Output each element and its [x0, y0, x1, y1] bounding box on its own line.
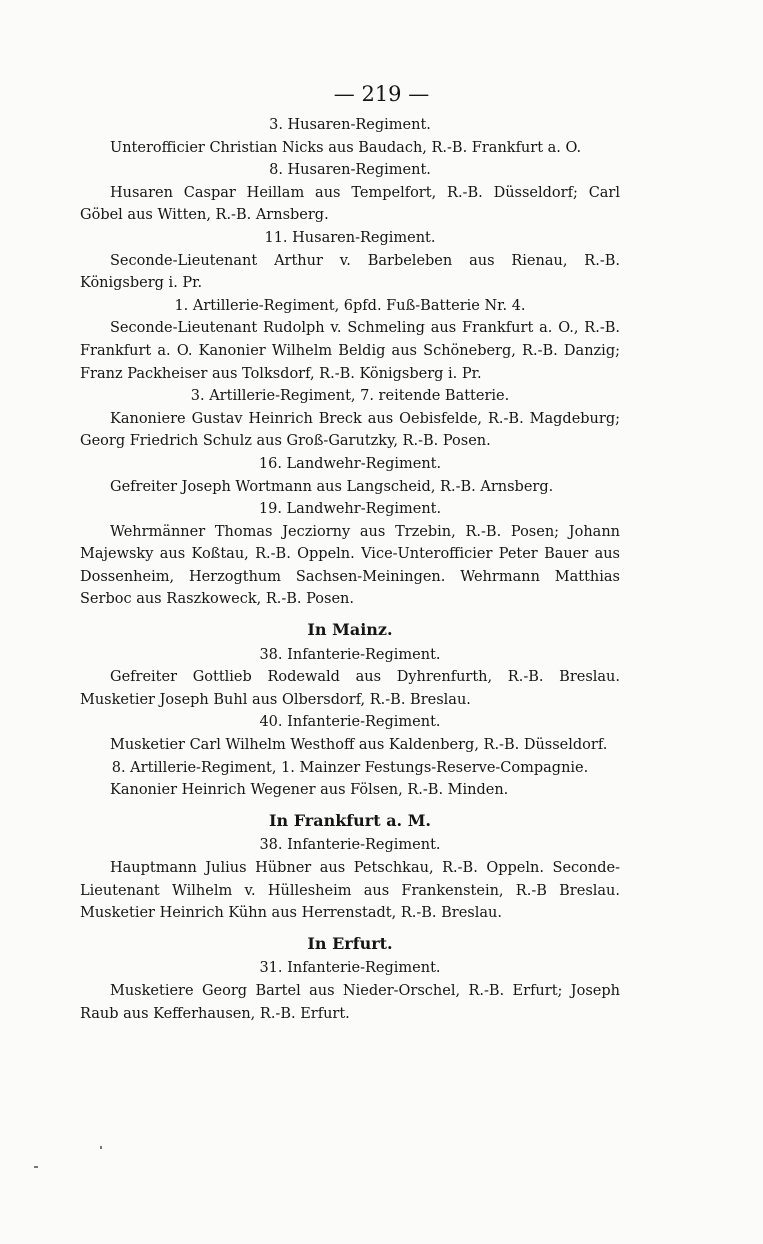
section-heading: 8. Artillerie-Regiment, 1. Mainzer Festungs-Reserve-Compagnie. [111, 759, 589, 776]
entry-paragraph: Unterofficier Christian Nicks aus Baudach, R.-B. Frankfurt a. O. [110, 139, 582, 156]
entry-paragraph: Gefreiter Joseph Wortmann aus Langscheid, R.-B. Arnsberg. [110, 478, 554, 495]
section-heading: 31. Infanterie-Regiment. [259, 960, 441, 977]
section-heading: 40. Infanterie-Regiment. [259, 714, 441, 731]
page-number: — 219 — [333, 82, 430, 106]
section-heading: 16. Landwehr-Regiment. [258, 455, 442, 472]
entry-paragraph: Seconde-Lieutenant Arthur v. Barbeleben aus Rienau, R.-B. Königsberg i. Pr. [80, 252, 620, 292]
specks [34, 1166, 38, 1168]
entry-paragraph: Kanoniere Gustav Heinrich Breck aus Oebisfelde, R.-B. Magdeburg; Georg Friedrich Schulz aus Groß-Garutzky, R.-B. Posen. [80, 410, 620, 450]
city-heading: In Erfurt. [307, 933, 393, 953]
section-heading: 38. Infanterie-Regiment. [259, 646, 441, 663]
entry-paragraph: Musketiere Georg Bartel aus Nieder-Orschel, R.-B. Erfurt; Joseph Raub aus Kefferhausen, R.-B. Erfurt. [80, 982, 620, 1022]
entry-paragraph: Gefreiter Gottlieb Rodewald aus Dyhrenfurth, R.-B. Breslau. Musketier Joseph Buhl aus Olbersdorf, R.-B. Breslau. [80, 669, 620, 708]
section-heading: 38. Infanterie-Regiment. [259, 837, 441, 854]
entry-paragraph: Wehrmänner Thomas Jecziorny aus Trzebin, R.-B. Posen; Johann Majewsky aus Koßtau, R.-B. Oppeln. Vice-Unterofficier Peter Bauer aus Dossenheim, Herzogthum Sachsen-Meiningen. Wehrmann Matthias Serboc aus Raszkoweck, R.-B. Posen. [80, 523, 620, 608]
section-heading: 3. Artillerie-Regiment, 7. reitende Batterie. [190, 388, 510, 405]
entry-paragraph: Seconde-Lieutenant Rudolph v. Schmeling aus Frankfurt a. O., R.-B. Frankfurt a. O. Kanonier Wilhelm Beldig aus Schöneberg, R.-B. Danzig; Franz Packheiser aus Tolksdorf, R.-B. Königsberg i. Pr. [80, 320, 620, 382]
specks [100, 1146, 102, 1149]
entry-paragraph: Kanonier Heinrich Wegener aus Fölsen, R.-B. Minden. [110, 782, 509, 799]
entry-paragraph: Musketier Carl Wilhelm Westhoff aus Kaldenberg, R.-B. Düsseldorf. [110, 737, 608, 754]
city-heading: In Frankfurt a. M. [269, 810, 431, 830]
section-heading: 8. Husaren-Regiment. [269, 162, 431, 179]
section-heading: 1. Artillerie-Regiment, 6pfd. Fuß-Batterie Nr. 4. [174, 297, 526, 314]
section-heading: 19. Landwehr-Regiment. [258, 501, 442, 518]
city-heading: In Mainz. [307, 620, 393, 640]
entry-paragraph: Husaren Caspar Heillam aus Tempelfort, R.-B. Düsseldorf; Carl Göbel aus Witten, R.-B. Arnsberg. [80, 184, 620, 224]
page-body [80, 114, 620, 1025]
section-heading: 11. Husaren-Regiment. [264, 229, 436, 246]
entry-paragraph: Hauptmann Julius Hübner aus Petschkau, R.-B. Oppeln. Seconde-Lieutenant Wilhelm v. Hüllesheim aus Frankenstein, R.-B Breslau. Musketier Heinrich Kühn aus Herrenstadt, R.-B. Breslau. [80, 860, 620, 922]
section-heading: 3. Husaren-Regiment. [269, 117, 431, 133]
